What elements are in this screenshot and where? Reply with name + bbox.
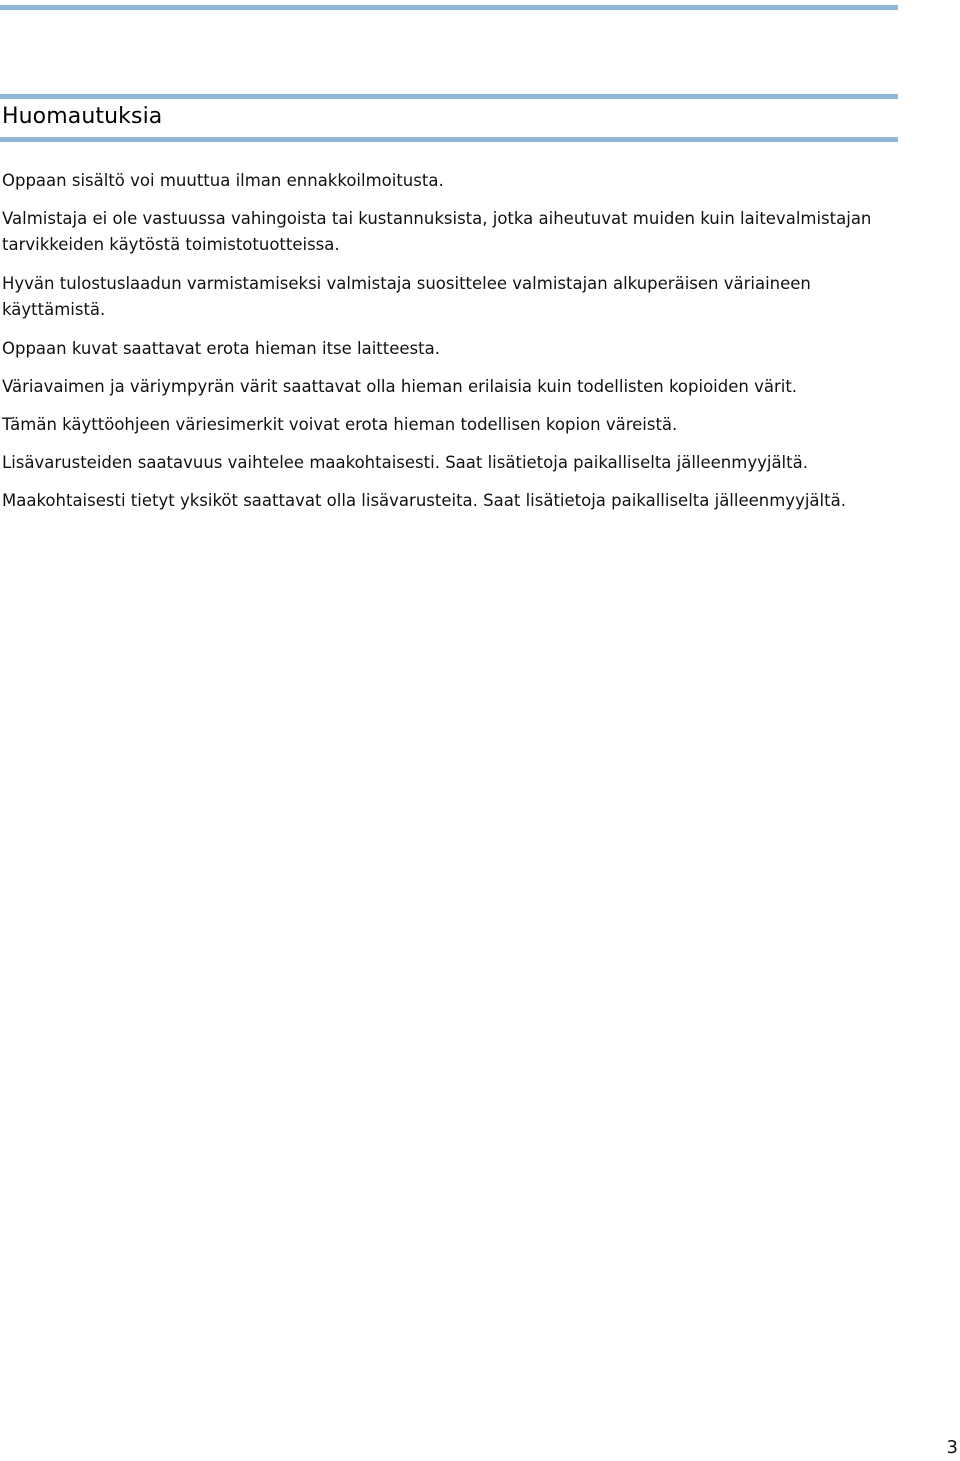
top-rule (0, 5, 898, 10)
note-item: Maakohtaisesti tietyt yksiköt saattavat olla lisävarusteita. Saat lisätietoja paikalliselta jälleenmyyjältä. (2, 491, 846, 510)
note-item: Lisävarusteiden saatavuus vaihtelee maakohtaisesti. Saat lisätietoja paikalliselta jälleenmyyjältä. (2, 453, 808, 472)
note-item: Hyvän tulostuslaadun varmistamiseksi valmistaja suosittelee valmistajan alkuperäisen väriaineen käyttämistä. (2, 274, 811, 319)
page-heading: Huomautuksia (2, 104, 163, 129)
note-item: Oppaan kuvat saattavat erota hieman itse laitteesta. (2, 339, 440, 358)
note-item: Väriavaimen ja väriympyrän värit saattavat olla hieman erilaisia kuin todellisten kopioiden värit. (2, 377, 798, 396)
heading-bottom-rule (0, 137, 898, 142)
note-item: Valmistaja ei ole vastuussa vahingoista tai kustannuksista, jotka aiheutuvat muiden kuin laitevalmistajan tarvikkeiden käytöstä toimistotuotteissa. (2, 209, 872, 254)
page-number: 3 (946, 1437, 958, 1458)
notes-list (2, 168, 892, 526)
heading-top-rule (0, 94, 898, 99)
note-item: Oppaan sisältö voi muuttua ilman ennakkoilmoitusta. (2, 171, 444, 190)
note-item: Tämän käyttöohjeen väriesimerkit voivat erota hieman todellisen kopion väreistä. (2, 415, 678, 434)
